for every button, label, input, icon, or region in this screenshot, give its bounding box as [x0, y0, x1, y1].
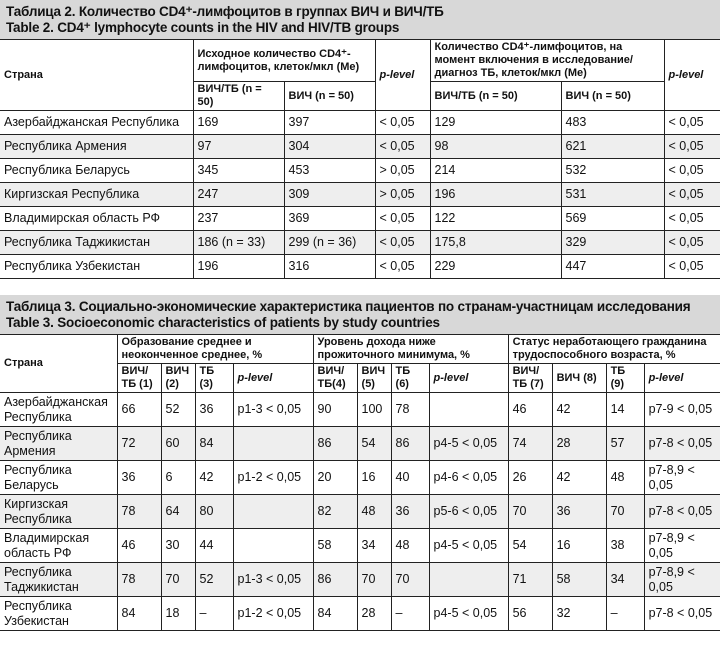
table3-header-education: Образование среднее и неоконченное среднее, %	[117, 335, 313, 364]
table-row	[0, 183, 720, 207]
table3-cell-v7: 70	[508, 495, 552, 529]
table-row	[0, 231, 720, 255]
table2-header-plevel2: p-level	[664, 40, 720, 111]
table3-cell-v4: 86	[313, 427, 357, 461]
table2-cell-d: 483	[561, 111, 664, 135]
table3-cell-p1	[233, 495, 313, 529]
table3-title-en: Table 3. Socioeconomic characteristics of patients by study countries	[6, 315, 440, 330]
table3-cell-v3: 52	[195, 563, 233, 597]
table3-cell-v9: –	[606, 597, 644, 631]
table2-title-en: Table 2. CD4⁺ lymphocyte counts in the HIV and HIV/TB groups	[6, 20, 400, 35]
table2-cell-c: 122	[430, 207, 561, 231]
table3-cell-p2: p4-5 < 0,05	[429, 597, 508, 631]
table3-cell-p2: p4-5 < 0,05	[429, 427, 508, 461]
table3-cell-v3: 80	[195, 495, 233, 529]
table2-cell-country: Республика Таджикистан	[0, 231, 193, 255]
table3-cell-v1: 78	[117, 495, 161, 529]
table2-cell-d: 621	[561, 135, 664, 159]
table3-cell-v4: 84	[313, 597, 357, 631]
table3-cell-country: Республика Беларусь	[0, 461, 117, 495]
table2-header-at-inclusion: Количество CD4⁺-лимфоцитов, на момент включения в исследование/диагноз ТБ, клеток/мкл (Me)	[430, 40, 664, 82]
table2-cell-a: 97	[193, 135, 284, 159]
table2-cell-country: Республика Беларусь	[0, 159, 193, 183]
table3-cell-p1: p1-3 < 0,05	[233, 393, 313, 427]
table2-cell-d: 329	[561, 231, 664, 255]
table2-cell-c: 98	[430, 135, 561, 159]
table3-cell-p3: p7-8 < 0,05	[644, 597, 720, 631]
table3-cell-v6: 78	[391, 393, 429, 427]
table3-cell-v5: 70	[357, 563, 391, 597]
table2-header-plevel: p-level	[375, 40, 430, 111]
table3-cell-v2: 70	[161, 563, 195, 597]
table3-cell-v5: 48	[357, 495, 391, 529]
table3-cell-v2: 18	[161, 597, 195, 631]
table3-cell-v7: 46	[508, 393, 552, 427]
table3-cell-v1: 46	[117, 529, 161, 563]
table3-cell-v9: 14	[606, 393, 644, 427]
table3-cell-p3: p7-8 < 0,05	[644, 427, 720, 461]
table2-cell-p2: < 0,05	[664, 135, 720, 159]
table3-cell-v7: 54	[508, 529, 552, 563]
table3-header-c5: ВИЧ (5)	[357, 364, 391, 393]
table3-header-c1: ВИЧ/ ТБ (1)	[117, 364, 161, 393]
table3-header-c4: ВИЧ/ ТБ(4)	[313, 364, 357, 393]
table3-cell-v2: 30	[161, 529, 195, 563]
table3-cell-v9: 48	[606, 461, 644, 495]
table3-cell-v8: 58	[552, 563, 606, 597]
table3-cell-v2: 60	[161, 427, 195, 461]
table3-cell-v4: 20	[313, 461, 357, 495]
table-row	[0, 135, 720, 159]
table3-cell-v3: 36	[195, 393, 233, 427]
table2-cell-p2: < 0,05	[664, 111, 720, 135]
table2-cell-p1: < 0,05	[375, 135, 430, 159]
table3-header-c9: ТБ (9)	[606, 364, 644, 393]
table3-cell-v1: 72	[117, 427, 161, 461]
table2-title-ru: Таблица 2. Количество CD4⁺-лимфоцитов в группах ВИЧ и ВИЧ/ТБ	[6, 4, 444, 19]
table2-cell-a: 345	[193, 159, 284, 183]
table3-cell-v7: 74	[508, 427, 552, 461]
table3-cell-v5: 16	[357, 461, 391, 495]
table3-cell-v3: –	[195, 597, 233, 631]
table-row	[0, 159, 720, 183]
table2-cell-a: 169	[193, 111, 284, 135]
table2-cell-b: 369	[284, 207, 375, 231]
table3-cell-p3: p7-8,9 < 0,05	[644, 563, 720, 597]
table3-cell-v6: 36	[391, 495, 429, 529]
table-row	[0, 207, 720, 231]
table3-cell-v5: 28	[357, 597, 391, 631]
table3-cell-p1: p1-2 < 0,05	[233, 597, 313, 631]
table-row	[0, 393, 720, 427]
table2-cell-country: Киргизская Республика	[0, 183, 193, 207]
table2-cell-p2: < 0,05	[664, 183, 720, 207]
table2-cell-p1: < 0,05	[375, 231, 430, 255]
table3-cell-p3: p7-8,9 < 0,05	[644, 529, 720, 563]
table3-header-country: Страна	[0, 335, 117, 393]
table3-cell-v1: 78	[117, 563, 161, 597]
table3-cell-p3: p7-9 < 0,05	[644, 393, 720, 427]
table2-cell-d: 531	[561, 183, 664, 207]
table3-cell-v6: 70	[391, 563, 429, 597]
table2-cell-b: 309	[284, 183, 375, 207]
table3-header-c8: ВИЧ (8)	[552, 364, 606, 393]
table3-cell-country: Азербайджанская Республика	[0, 393, 117, 427]
table3-cell-v3: 44	[195, 529, 233, 563]
table3-cell-country: Владимирская область РФ	[0, 529, 117, 563]
table2	[0, 39, 720, 279]
table3-cell-v6: 40	[391, 461, 429, 495]
table2-cell-d: 532	[561, 159, 664, 183]
table3-cell-v4: 58	[313, 529, 357, 563]
table3-cell-v5: 34	[357, 529, 391, 563]
table3-cell-v6: 48	[391, 529, 429, 563]
table2-cell-a: 237	[193, 207, 284, 231]
table3-cell-v4: 82	[313, 495, 357, 529]
table3-cell-v5: 100	[357, 393, 391, 427]
table3-cell-p1: p1-3 < 0,05	[233, 563, 313, 597]
table3-cell-p2	[429, 393, 508, 427]
table2-header-hiv: ВИЧ (n = 50)	[284, 82, 375, 111]
table2-cell-c: 129	[430, 111, 561, 135]
table3-cell-p1	[233, 529, 313, 563]
table2-cell-p2: < 0,05	[664, 207, 720, 231]
table2-header-initial: Исходное количество CD4⁺-лимфоцитов, клеток/мкл (Me)	[193, 40, 375, 82]
table3-cell-p1: p1-2 < 0,05	[233, 461, 313, 495]
table2-header-hiv-tb: ВИЧ/ТБ (n = 50)	[193, 82, 284, 111]
table3-cell-v9: 57	[606, 427, 644, 461]
table2-cell-d: 569	[561, 207, 664, 231]
table2-cell-p1: < 0,05	[375, 111, 430, 135]
table3-cell-p3: p7-8,9 < 0,05	[644, 461, 720, 495]
table3-cell-country: Киргизская Республика	[0, 495, 117, 529]
table3-cell-v7: 56	[508, 597, 552, 631]
table2-cell-b: 304	[284, 135, 375, 159]
table3-header-c3: ТБ (3)	[195, 364, 233, 393]
table2-cell-p1: < 0,05	[375, 207, 430, 231]
table3-cell-v3: 42	[195, 461, 233, 495]
table2-cell-b: 453	[284, 159, 375, 183]
table3-title-ru: Таблица 3. Социально-экономические характеристика пациентов по странам-участницам исследования	[6, 299, 691, 314]
table3-cell-v1: 84	[117, 597, 161, 631]
table3-cell-p2: p4-5 < 0,05	[429, 529, 508, 563]
table3-cell-country: Республика Таджикистан	[0, 563, 117, 597]
table3-cell-p3: p7-8 < 0,05	[644, 495, 720, 529]
table2-cell-d: 447	[561, 255, 664, 279]
table3-cell-v1: 66	[117, 393, 161, 427]
table3-cell-v8: 42	[552, 393, 606, 427]
table2-cell-a: 196	[193, 255, 284, 279]
table3	[0, 334, 720, 631]
table2-header-hiv-tb2: ВИЧ/ТБ (n = 50)	[430, 82, 561, 111]
table3-cell-p2	[429, 563, 508, 597]
table3-header-unemployed: Статус неработающего гражданина трудоспособного возраста, %	[508, 335, 720, 364]
table-row	[0, 111, 720, 135]
table2-header-hiv2: ВИЧ (n = 50)	[561, 82, 664, 111]
table3-cell-v2: 52	[161, 393, 195, 427]
table2-cell-c: 229	[430, 255, 561, 279]
table2-cell-p2: < 0,05	[664, 231, 720, 255]
table3-cell-country: Республика Узбекистан	[0, 597, 117, 631]
table2-cell-a: 247	[193, 183, 284, 207]
table-row	[0, 427, 720, 461]
table3-cell-p2: p5-6 < 0,05	[429, 495, 508, 529]
table2-cell-country: Республика Узбекистан	[0, 255, 193, 279]
table2-cell-country: Республика Армения	[0, 135, 193, 159]
table3-cell-v8: 32	[552, 597, 606, 631]
table3-cell-v1: 36	[117, 461, 161, 495]
table3-cell-v9: 34	[606, 563, 644, 597]
table3-cell-v8: 42	[552, 461, 606, 495]
table3-cell-v9: 70	[606, 495, 644, 529]
table2-cell-c: 196	[430, 183, 561, 207]
table3-cell-v8: 28	[552, 427, 606, 461]
table3-header-c7: ВИЧ/ ТБ (7)	[508, 364, 552, 393]
table3-cell-v2: 6	[161, 461, 195, 495]
table-row	[0, 563, 720, 597]
table3-cell-v2: 64	[161, 495, 195, 529]
table-row	[0, 597, 720, 631]
table2-cell-p2: < 0,05	[664, 255, 720, 279]
table2-cell-c: 175,8	[430, 231, 561, 255]
table3-header-p2: p-level	[429, 364, 508, 393]
table2-cell-p1: < 0,05	[375, 255, 430, 279]
table3-header-p1: p-level	[233, 364, 313, 393]
table-row	[0, 529, 720, 563]
table2-cell-country: Владимирская область РФ	[0, 207, 193, 231]
table3-cell-v8: 16	[552, 529, 606, 563]
table3-cell-country: Республика Армения	[0, 427, 117, 461]
table2-cell-b: 397	[284, 111, 375, 135]
table3-header-c6: ТБ (6)	[391, 364, 429, 393]
table3-header-income: Уровень дохода ниже прожиточного минимума, %	[313, 335, 508, 364]
table2-cell-country: Азербайджанская Республика	[0, 111, 193, 135]
table3-cell-v5: 54	[357, 427, 391, 461]
table3-cell-v7: 71	[508, 563, 552, 597]
table2-header-country: Страна	[0, 40, 193, 111]
table2-cell-p1: > 0,05	[375, 183, 430, 207]
table3-cell-v9: 38	[606, 529, 644, 563]
table2-cell-b: 299 (n = 36)	[284, 231, 375, 255]
table3-cell-v3: 84	[195, 427, 233, 461]
table2-cell-b: 316	[284, 255, 375, 279]
table3-header-p3: p-level	[644, 364, 720, 393]
table2-cell-p2: < 0,05	[664, 159, 720, 183]
table3-cell-v7: 26	[508, 461, 552, 495]
table3-cell-v4: 90	[313, 393, 357, 427]
table3-cell-v6: 86	[391, 427, 429, 461]
table3-cell-p1	[233, 427, 313, 461]
table3-cell-p2: p4-6 < 0,05	[429, 461, 508, 495]
table3-cell-v6: –	[391, 597, 429, 631]
table2-cell-p1: > 0,05	[375, 159, 430, 183]
table-row	[0, 461, 720, 495]
table3-cell-v8: 36	[552, 495, 606, 529]
table2-cell-c: 214	[430, 159, 561, 183]
table3-header-c2: ВИЧ (2)	[161, 364, 195, 393]
table3-title	[0, 295, 720, 334]
table-row	[0, 255, 720, 279]
table2-title	[0, 0, 720, 39]
table3-cell-v4: 86	[313, 563, 357, 597]
table2-cell-a: 186 (n = 33)	[193, 231, 284, 255]
table-row	[0, 495, 720, 529]
